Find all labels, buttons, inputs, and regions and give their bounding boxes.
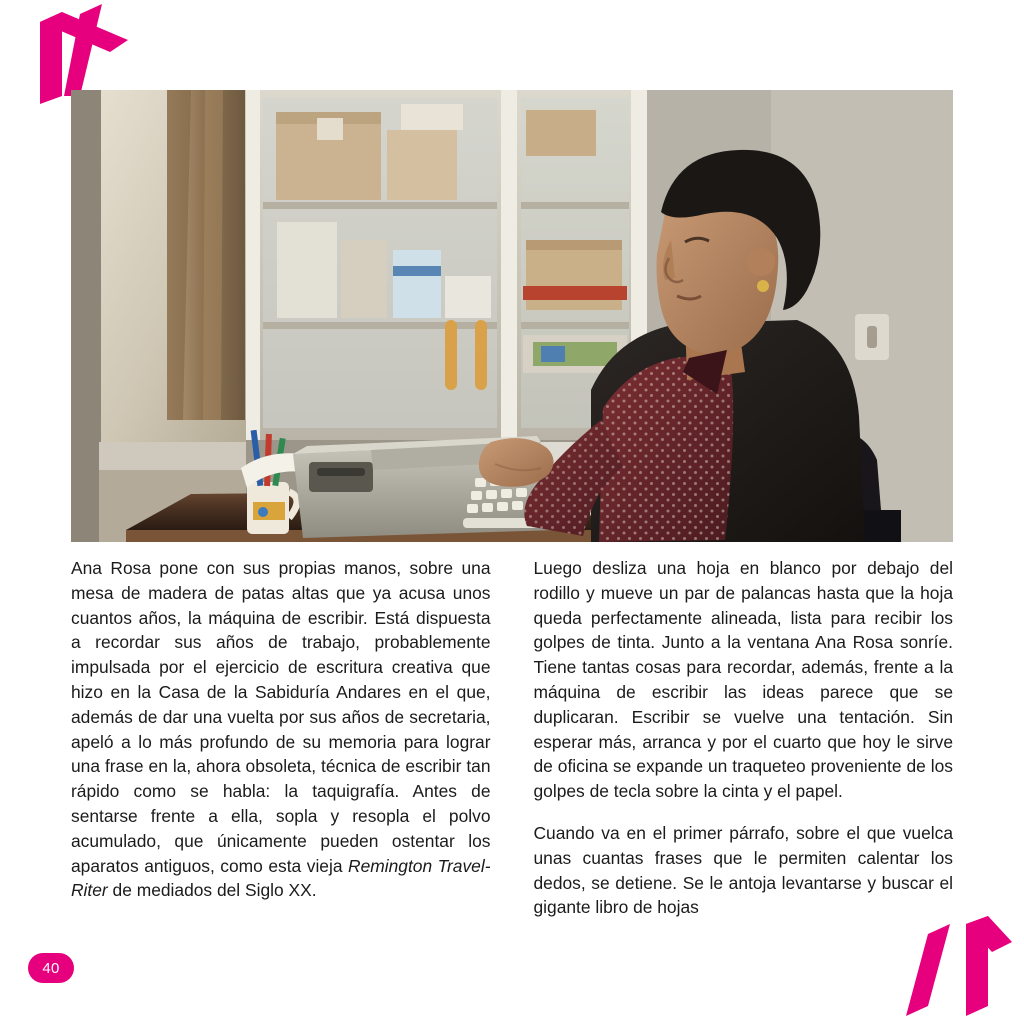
- paragraph-1-run-1: Ana Rosa pone con sus propias manos, sobre una mesa de madera de patas altas que ya acusa unos cuantos años, la máquina de escribir. Está dispuesta a recordar sus años de trabajo, probablemente impulsada por el ejercicio de escritura creativa que hizo en la Casa de la Sabiduría Andares en el que, además de dar una vuelta por sus años de secretaria, apeló a lo más profundo de su memoria para lograr una frase en la, ahora obsoleta, técnica de escribir tan rápido como se habla: la taquigrafía. Antes de sentarse frente a ella, sopla y resopla el polvo acumulado, que únicamente pueden ostentar los aparatos antiguos, como esta vieja: [71, 558, 491, 876]
- book-model-name: Remington Travel-Riter: [71, 855, 491, 901]
- article-body: [71, 556, 953, 920]
- article-photo: [71, 90, 953, 542]
- paragraph-1: [71, 556, 491, 903]
- page-number-badge: 40: [28, 953, 74, 983]
- paragraph-1-run-3: de mediados del Siglo XX.: [107, 880, 317, 901]
- paragraph-2: Luego desliza una hoja en blanco por debajo del rodillo y mueve un par de palancas hasta que la hoja queda perfectamente alineada, lista para recibir los golpes de tinta. Junto a la ventana Ana Rosa sonríe. Tiene tantas cosas para recordar, además, frente a la máquina de escribir las ideas parece que se duplicaran. Escribir se vuelve una tentación. Sin esperar más, arranca y por el cuarto que hoy le sirve de oficina se expande un traqueteo proveniente de los golpes de tecla sobre la cinta y el papel.: [533, 558, 953, 802]
- paragraph-3: Cuando va en el primer párrafo, sobre el que vuelca unas cuantas frases que le permiten calentar los dedos, se detiene. Se le antoja levantarse y buscar el gigante libro de hojas: [533, 822, 953, 918]
- right-column: [534, 556, 954, 920]
- left-column: [71, 556, 491, 920]
